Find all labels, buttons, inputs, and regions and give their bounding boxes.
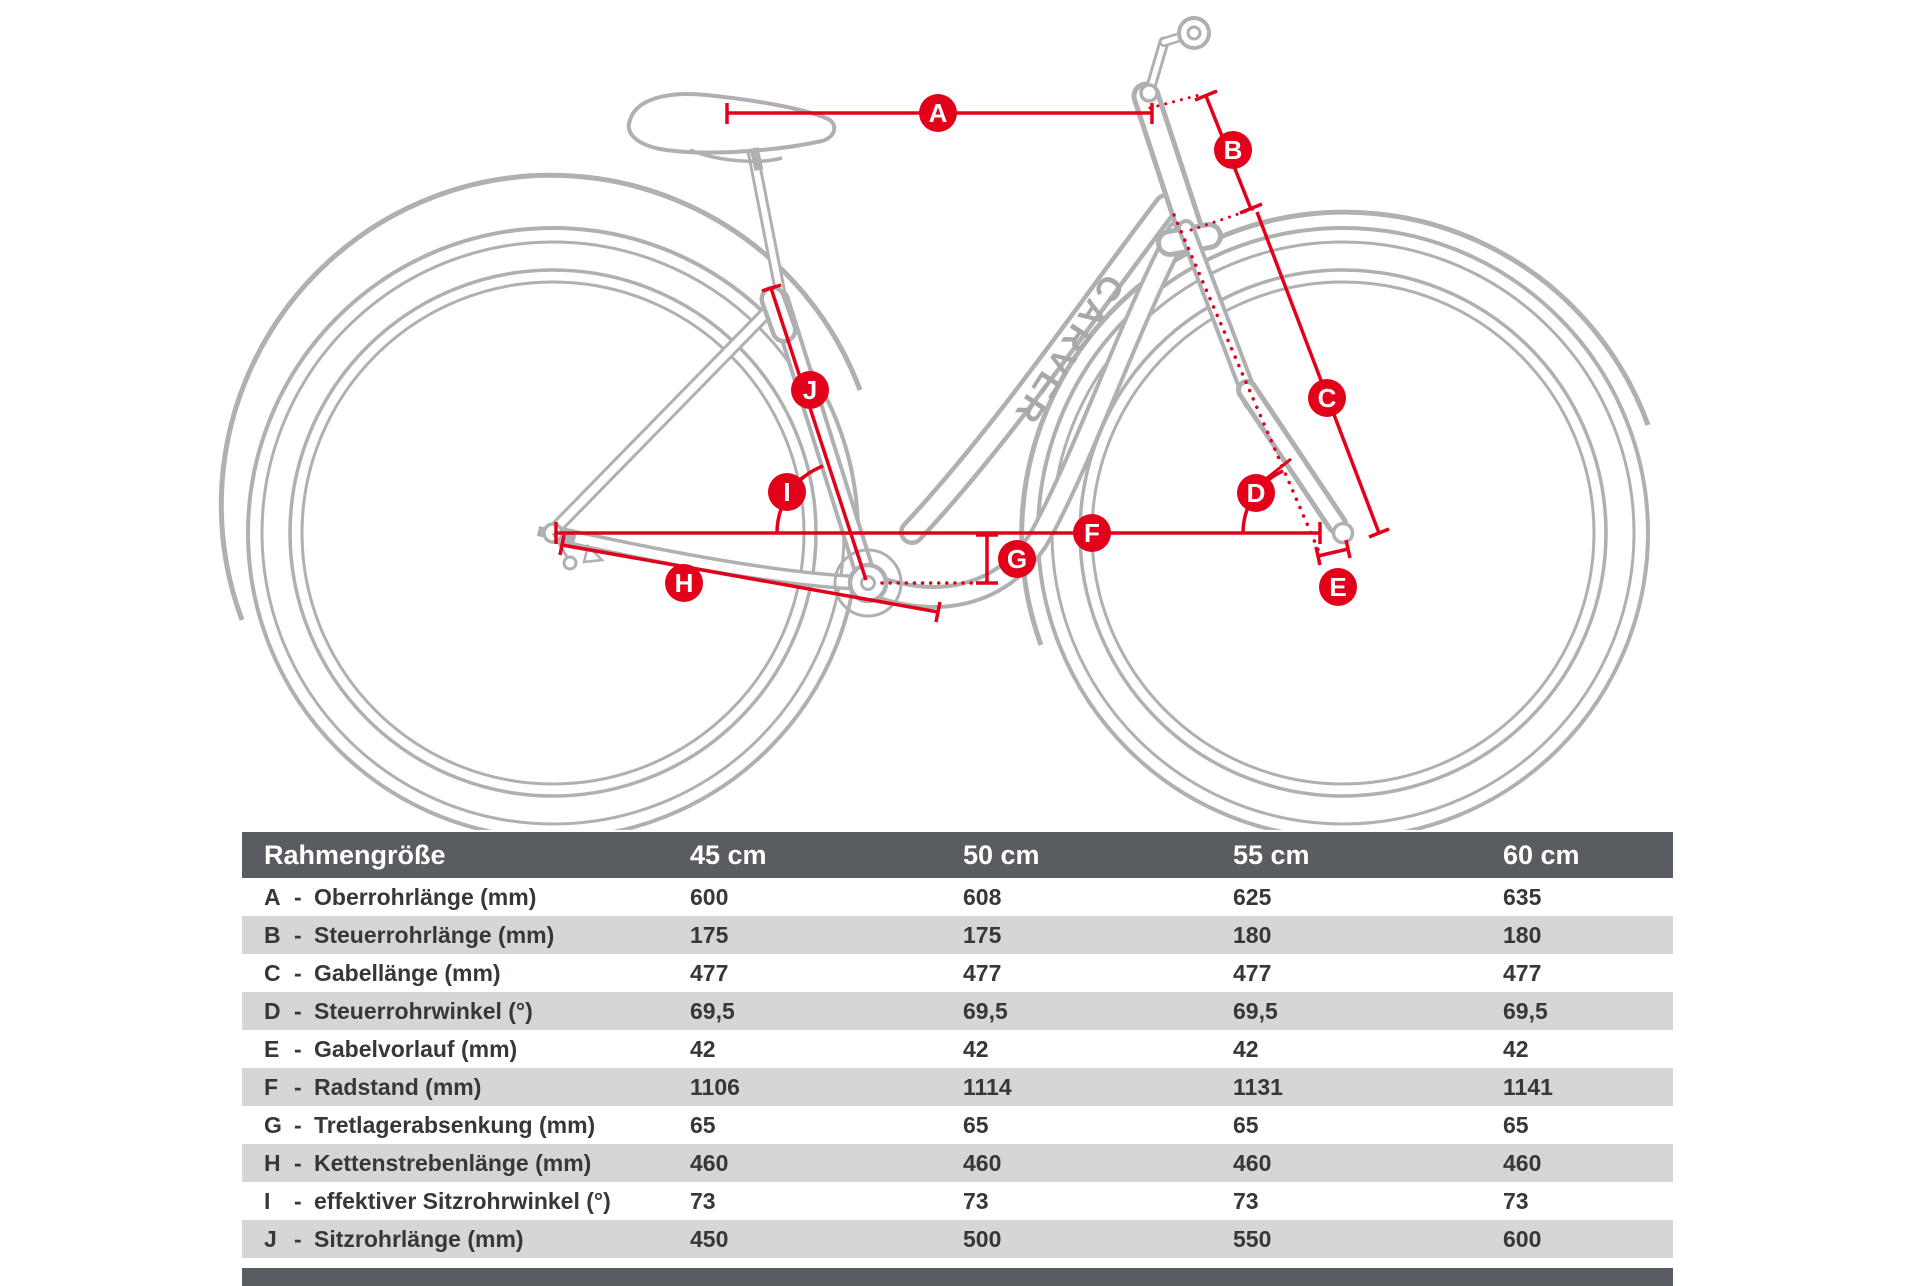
row-letter: G bbox=[264, 1111, 282, 1138]
value-50cm: 608 bbox=[963, 883, 1002, 910]
value-45cm: 69,5 bbox=[690, 997, 735, 1024]
measure-label-H bbox=[665, 564, 703, 602]
svg-text:J: J bbox=[802, 375, 818, 405]
header-60cm: 60 cm bbox=[1503, 839, 1580, 870]
value-55cm: 73 bbox=[1233, 1187, 1259, 1214]
table-row bbox=[242, 1030, 1673, 1068]
row-dash: - bbox=[294, 959, 302, 986]
row-dash: - bbox=[294, 997, 302, 1024]
measure-label-A bbox=[919, 94, 957, 132]
row-dash: - bbox=[294, 1035, 302, 1062]
svg-text:H: H bbox=[674, 568, 694, 598]
value-55cm: 180 bbox=[1233, 921, 1272, 948]
table-bottom-bar bbox=[242, 1268, 1673, 1286]
header-frame-size: Rahmengröße bbox=[264, 839, 446, 870]
measure-lines bbox=[556, 91, 1389, 622]
svg-text:E: E bbox=[1329, 572, 1347, 602]
table-row bbox=[242, 878, 1673, 916]
chainstay bbox=[566, 536, 866, 583]
row-name: Gabellänge (mm) bbox=[314, 959, 501, 986]
row-letter: D bbox=[264, 997, 281, 1024]
row-letter: A bbox=[264, 883, 281, 910]
value-45cm: 73 bbox=[690, 1187, 716, 1214]
measure-labels bbox=[665, 94, 1357, 606]
row-dash: - bbox=[294, 1187, 302, 1214]
value-55cm: 65 bbox=[1233, 1111, 1259, 1138]
value-55cm: 42 bbox=[1233, 1035, 1259, 1062]
value-45cm: 1106 bbox=[690, 1073, 740, 1100]
value-45cm: 600 bbox=[690, 883, 729, 910]
measure-label-G bbox=[998, 540, 1036, 578]
value-60cm: 180 bbox=[1503, 921, 1542, 948]
row-name: Tretlagerabsenkung (mm) bbox=[314, 1111, 596, 1138]
svg-text:B: B bbox=[1223, 135, 1243, 165]
row-letter: C bbox=[264, 959, 281, 986]
handlebar-grip-icon bbox=[1179, 18, 1209, 48]
value-50cm: 69,5 bbox=[963, 997, 1008, 1024]
value-55cm: 477 bbox=[1233, 959, 1272, 986]
measure-label-B bbox=[1214, 131, 1252, 169]
derailleur-hanger-icon bbox=[564, 557, 576, 569]
seatstay bbox=[557, 303, 776, 527]
value-50cm: 175 bbox=[963, 921, 1002, 948]
measure-label-F bbox=[1073, 514, 1111, 552]
row-dash: - bbox=[294, 1073, 302, 1100]
row-dash: - bbox=[294, 1225, 302, 1252]
saddle bbox=[629, 94, 834, 170]
table-row bbox=[242, 1068, 1673, 1106]
svg-text:I: I bbox=[783, 477, 791, 507]
measure-label-E bbox=[1319, 568, 1357, 606]
table-header bbox=[242, 832, 1673, 878]
value-55cm: 1131 bbox=[1233, 1073, 1283, 1100]
value-45cm: 42 bbox=[690, 1035, 716, 1062]
row-name: Steuerrohrlänge (mm) bbox=[314, 921, 555, 948]
row-name: Radstand (mm) bbox=[314, 1073, 482, 1100]
svg-text:F: F bbox=[1084, 518, 1100, 548]
geometry-table bbox=[242, 832, 1673, 1286]
value-55cm: 625 bbox=[1233, 883, 1272, 910]
value-60cm: 635 bbox=[1503, 883, 1542, 910]
value-50cm: 460 bbox=[963, 1149, 1002, 1176]
value-60cm: 65 bbox=[1503, 1111, 1529, 1138]
svg-text:A: A bbox=[928, 98, 948, 128]
value-60cm: 1141 bbox=[1503, 1073, 1553, 1100]
value-60cm: 73 bbox=[1503, 1187, 1529, 1214]
svg-text:G: G bbox=[1006, 544, 1028, 574]
table-row bbox=[242, 1144, 1673, 1182]
row-letter: B bbox=[264, 921, 281, 948]
row-name: Gabelvorlauf (mm) bbox=[314, 1035, 518, 1062]
value-60cm: 42 bbox=[1503, 1035, 1529, 1062]
front-dropout bbox=[1334, 524, 1353, 543]
table-row bbox=[242, 992, 1673, 1030]
row-dash: - bbox=[294, 921, 302, 948]
measure-label-D bbox=[1237, 474, 1275, 512]
value-60cm: 477 bbox=[1503, 959, 1542, 986]
row-letter: E bbox=[264, 1035, 280, 1062]
table-row bbox=[242, 1220, 1673, 1258]
stem-and-handlebar bbox=[1141, 18, 1209, 101]
svg-text:C: C bbox=[1317, 383, 1337, 413]
value-55cm: 550 bbox=[1233, 1225, 1272, 1252]
header-50cm: 50 cm bbox=[963, 839, 1040, 870]
row-name: effektiver Sitzrohrwinkel (°) bbox=[314, 1187, 611, 1214]
row-dash: - bbox=[294, 1111, 302, 1138]
header-45cm: 45 cm bbox=[690, 839, 767, 870]
row-letter: I bbox=[264, 1187, 271, 1214]
measure-label-C bbox=[1308, 379, 1346, 417]
row-name: Steuerrohrwinkel (°) bbox=[314, 997, 533, 1024]
value-45cm: 65 bbox=[690, 1111, 716, 1138]
value-60cm: 460 bbox=[1503, 1149, 1542, 1176]
row-letter: J bbox=[264, 1225, 277, 1252]
row-name: Kettenstrebenlänge (mm) bbox=[314, 1149, 592, 1176]
table-row bbox=[242, 1106, 1673, 1144]
value-50cm: 1114 bbox=[963, 1073, 1012, 1100]
measure-label-I bbox=[768, 473, 806, 511]
value-50cm: 477 bbox=[963, 959, 1002, 986]
value-50cm: 65 bbox=[963, 1111, 989, 1138]
table-row bbox=[242, 1182, 1673, 1220]
row-name: Oberrohrlänge (mm) bbox=[314, 883, 537, 910]
value-45cm: 450 bbox=[690, 1225, 729, 1252]
row-letter: F bbox=[264, 1073, 279, 1100]
row-letter: H bbox=[264, 1149, 281, 1176]
value-45cm: 477 bbox=[690, 959, 729, 986]
value-50cm: 42 bbox=[963, 1035, 989, 1062]
value-50cm: 73 bbox=[963, 1187, 989, 1214]
value-45cm: 175 bbox=[690, 921, 729, 948]
table-row bbox=[242, 916, 1673, 954]
value-60cm: 600 bbox=[1503, 1225, 1542, 1252]
brand-logo: CARVER bbox=[1005, 267, 1132, 434]
row-name: Sitzrohrlänge (mm) bbox=[314, 1225, 524, 1252]
measure-label-J bbox=[791, 371, 829, 409]
row-dash: - bbox=[294, 883, 302, 910]
value-55cm: 460 bbox=[1233, 1149, 1272, 1176]
header-55cm: 55 cm bbox=[1233, 839, 1310, 870]
row-dash: - bbox=[294, 1149, 302, 1176]
value-60cm: 69,5 bbox=[1503, 997, 1548, 1024]
value-45cm: 460 bbox=[690, 1149, 729, 1176]
table-row bbox=[242, 954, 1673, 992]
svg-text:D: D bbox=[1246, 478, 1266, 508]
value-55cm: 69,5 bbox=[1233, 997, 1278, 1024]
value-50cm: 500 bbox=[963, 1225, 1002, 1252]
